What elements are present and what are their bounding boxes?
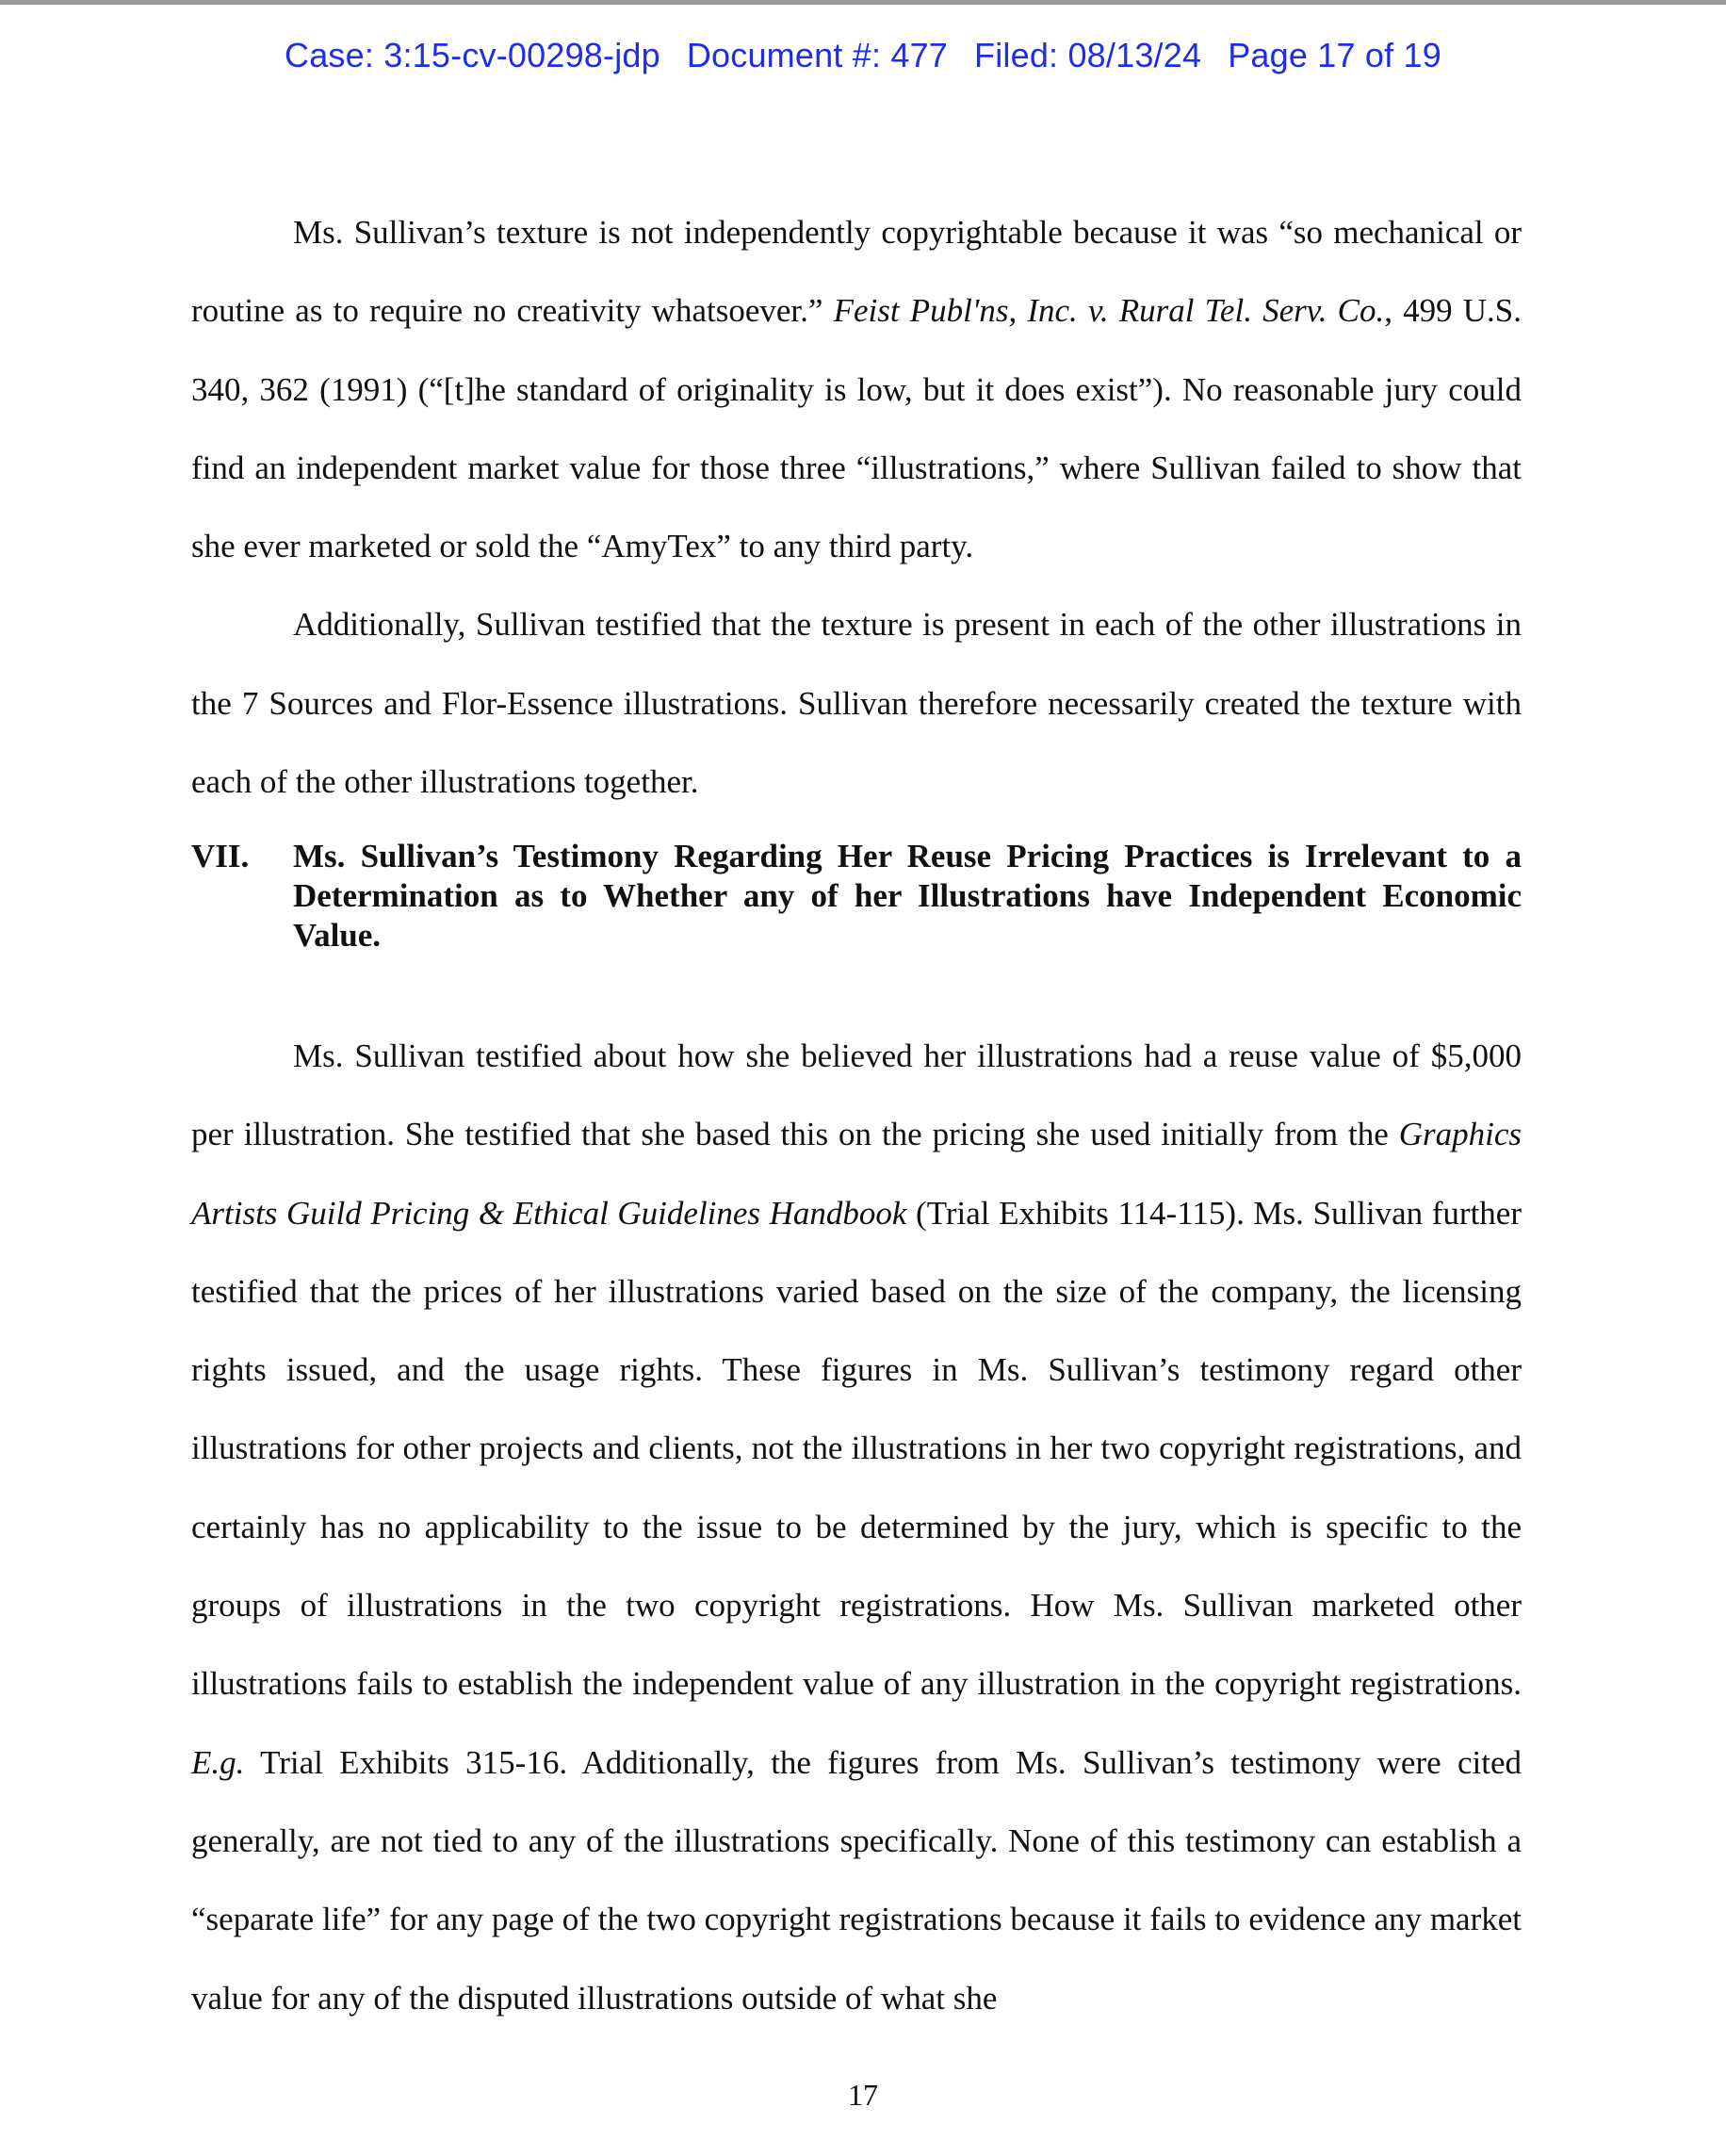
paragraph-text: (Trial Exhibits 114-115). Ms. Sullivan further testified that the prices of her illustrations varied based on the size of the company, the licensing rights issued, and the usage rights. These figures in Ms. Sullivan’s testimony regard other illustrations for other projects and clients, not the illustrations in her two copyright registrations, and certainly has no applicability to the issue to be determined by the jury, which is specific to the groups of illustrations in the two copyright registrations. How Ms. Sullivan marketed other illustrations fails to establish the independent value of any illustration in the copyright registrations. [191, 1194, 1522, 1703]
top-border [0, 0, 1726, 5]
page-number: 17 [848, 2078, 878, 2112]
filed-date: Filed: 08/13/24 [974, 36, 1202, 74]
page-of-total: Page 17 of 19 [1228, 36, 1441, 74]
handbook-title: Graphics Artists Guild Pricing & Ethical Guidelines Handbook [191, 1116, 1522, 1232]
paragraph-text: Trial Exhibits 315-16. Additionally, the figures from Ms. Sullivan’s testimony were cited generally, are not tied to any of the illustrations specifically. None of this testimony can establish a “separate life” for any page of the two copyright registrations because it fails to evidence any market value for any of the disputed illustrations outside of what she [191, 1743, 1522, 2017]
paragraph-texture-copyright [191, 193, 1522, 585]
paragraph-texture-present: Additionally, Sullivan testified that the texture is present in each of the other illustrations in the 7 Sources and Flor-Essence illustrations. Sullivan therefore necessarily created the texture with each of the other illustrations together. [191, 606, 1522, 801]
section-2-body [191, 1017, 1522, 2037]
paragraph-reuse-value [191, 1017, 1522, 2037]
paragraph-text: Ms. Sullivan testified about how she believed her illustrations had a reuse value of $5,000 per illustration. She testified that she based this on the pricing she used initially from the [191, 1037, 1522, 1153]
eg-signal: E.g. [191, 1743, 245, 1781]
section-1-body [191, 193, 1522, 821]
case-citation: Feist Publ'ns, Inc. v. Rural Tel. Serv. Co. [833, 292, 1385, 330]
section-heading-vii [191, 837, 1522, 956]
case-number: Case: 3:15-cv-00298-jdp [285, 36, 660, 74]
ecf-header [0, 36, 1726, 75]
section-title: Ms. Sullivan’s Testimony Regarding Her Reuse Pricing Practices is Irrelevant to a Determination as to Whether any of her Illustrations have Independent Economic Value. [293, 838, 1522, 954]
section-number: VII. [191, 838, 250, 874]
document-number: Document #: 477 [686, 36, 949, 74]
paragraph-text: , 499 U.S. 340, 362 (1991) (“[t]he standard of originality is low, but it does exist”). No reasonable jury could find an independent market value for those three “illustrations,” where Sullivan failed to show that she ever marketed or sold the “AmyTex” to any third party. [191, 292, 1522, 565]
paragraph-text: Ms. Sullivan’s texture is not independently copyrightable because it was “so mechanical or routine as to require no creativity whatsoever.” [191, 214, 1522, 330]
